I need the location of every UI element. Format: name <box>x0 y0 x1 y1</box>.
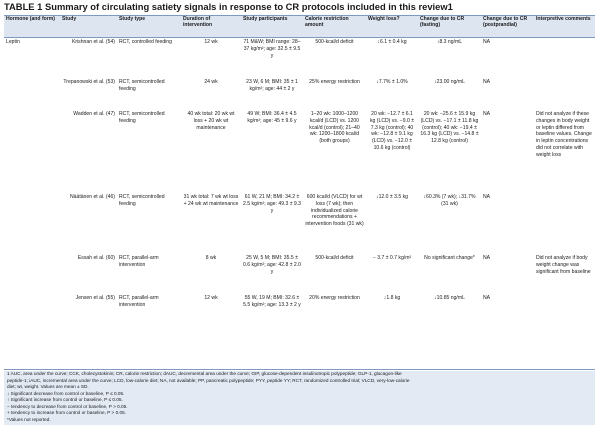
summary-table <box>4 15 595 325</box>
footnote-line: ↓ Significant decrease from control or baseline, P ≤ 0.05. <box>7 390 125 396</box>
footnote-line: + tendency to increase from control or baseline, P > 0.05. <box>7 410 126 415</box>
cell-comments <box>534 293 595 325</box>
table-row <box>4 109 595 192</box>
cell-hormone <box>4 109 60 192</box>
footnote-line: − tendency to decrease from control or baseline, P > 0.05. <box>7 403 128 409</box>
cell-participants: 71 M&W; BMI range: 28–37 kg/m²; age: 32.5 ± 9.5 y <box>243 39 301 59</box>
cell-change-postprandial: NA <box>483 255 491 261</box>
cell-comments: Did not analyze if these changes in body weight or leptin differed from baseline values. Change in leptin concentrations did not correlate with weight loss <box>536 111 592 158</box>
cell-comments <box>534 37 595 77</box>
cell-weight-loss: ↓6.1 ± 0.4 kg <box>377 39 407 45</box>
cell-study-type: RCT, semicontrolled feeding <box>119 79 165 92</box>
cell-study: Näätänen et al. (46) <box>69 194 115 200</box>
cell-cr-amount: 600 kcal/d (VLCD) for wt loss (7 wk); then individualized calorie recommendations + intervention foods (31 wk) <box>305 194 364 228</box>
cell-study: Krishnan et al. (54) <box>71 39 115 45</box>
cell-duration: 12 wk <box>204 295 218 301</box>
column-header: Change due to CR (fasting) <box>418 15 481 37</box>
cell-duration: 8 wk <box>205 255 217 261</box>
cell-weight-loss: ↓12.0 ± 3.5 kg <box>376 194 408 200</box>
cell-hormone <box>4 253 60 293</box>
cell-study-type: RCT, parallel-arm intervention <box>119 295 159 308</box>
column-header: Change due to CR (postprandial) <box>481 15 534 37</box>
cell-comments <box>534 77 595 109</box>
cell-comments <box>534 192 595 253</box>
cell-weight-loss: ↓1.8 kg <box>383 295 401 301</box>
cell-participants: 25 W, 5 M; BMI: 35.5 ± 0.6 kg/m²; age: 42.8 ± 2.0 y <box>243 255 302 275</box>
column-header: Study type <box>117 15 181 37</box>
footnote-line: 1 AUC, area under the curve; CCK, cholecystokinin; CR, calorie restriction; dAUC, decremental area under the curve; GIP, glucose-dependent insulinotropic polypeptide; GLP-1, glucagon-like <box>7 371 402 376</box>
cell-study: Trepanowski et al. (53) <box>63 79 115 85</box>
table-row <box>4 77 595 109</box>
cell-cr-amount: 500-kcal/d deficit <box>315 39 354 45</box>
cell-study: Jensen et al. (55) <box>75 295 115 301</box>
cell-participants: 61 W, 21 M; BMI: 34.2 ± 2.5 kg/m²; age: 49.3 ± 9.3 y <box>243 194 302 214</box>
table-header-row <box>4 15 595 37</box>
table-top-rule <box>4 15 595 16</box>
cell-change-fasting: 20 wk: −25.6 ± 15.9 kg (LCD) vs. −17.1 ± 11.8 kg (control); 40 wk: −19.4 ± 16.3 kg (LCD) vs. −14.8 ± 12.8 kg (control) <box>420 111 479 145</box>
cell-change-fasting: No significant change* <box>424 255 475 261</box>
column-header: Weight loss? <box>366 15 418 37</box>
footnote-line: peptide-1; iAUC, incremental area under the curve; LCD, low-calorie diet; NA, not available; PP, pancreatic polypeptide; PYY, peptide YY; RCT, randomized controlled trial; VLCD, very-low-calorie <box>7 377 410 383</box>
cell-duration: 40 wk total: 20 wk wt loss + 20 wk wt maintenance <box>187 111 235 131</box>
cell-change-fasting: ↓8.3 ng/mL <box>436 39 463 45</box>
cell-hormone: Leptin <box>6 39 20 45</box>
cell-duration: 31 wk total: 7 wk wt loss + 24 wk wt maintenance <box>183 194 239 207</box>
column-header: Calorie restriction amount <box>303 15 366 37</box>
cell-hormone <box>4 293 60 325</box>
cell-hormone <box>4 192 60 253</box>
cell-change-postprandial: NA <box>483 79 491 85</box>
table-row <box>4 293 595 325</box>
table-title: TABLE 1 Summary of circulating satiety signals in response to CR protocols included in this review1 <box>4 1 453 12</box>
cell-duration: 12 wk <box>204 39 218 45</box>
cell-cr-amount: 1–20 wk: 1000–1200 kcal/d (LCD) vs. 1200 kcal/d (control); 21–40 wk: 1200–1800 kcal/d (both groups) <box>309 111 360 145</box>
cell-change-fasting: ↓60.3% (7 wk); ↓31.7% (31 wk) <box>423 194 476 207</box>
footnotes <box>4 371 595 425</box>
column-header: Hormone (and form) <box>4 15 60 37</box>
cell-study-type: RCT, semicontrolled feeding <box>119 194 165 207</box>
column-header: Duration of intervention <box>181 15 241 37</box>
cell-weight-loss: ↓7.7% ± 1.0% <box>376 79 408 85</box>
footnote-line: *Values not reported. <box>7 416 51 422</box>
table-row <box>4 192 595 253</box>
cell-change-postprandial: NA <box>483 111 491 117</box>
cell-study-type: RCT, parallel-arm intervention <box>119 255 159 268</box>
cell-change-fasting: ↓10.85 ng/mL <box>434 295 465 301</box>
table-row <box>4 253 595 293</box>
column-header: Study participants <box>241 15 303 37</box>
cell-weight-loss: − 3.7 ± 0.7 kg/m² <box>372 255 412 261</box>
cell-change-fasting: ↓23.00 ng/mL <box>434 79 465 85</box>
cell-weight-loss: 20 wk: −12.7 ± 6.1 kg (LCD) vs. −9.0 ± 7.3 kg (control); 40 wk: −12.8 ± 9.1 kg (LCD) vs. −12.0 ± 10.6 kg (control) <box>370 111 414 151</box>
cell-study-type: RCT, controlled feeding <box>119 39 172 45</box>
cell-study-type: RCT, semicontrolled feeding <box>119 111 165 124</box>
cell-duration: 24 wk <box>204 79 218 85</box>
footnote-line: ↑ Significant increase from control or baseline, P ≤ 0.05. <box>7 397 123 402</box>
cell-change-postprandial: NA <box>483 194 491 200</box>
cell-change-postprandial: NA <box>483 295 491 301</box>
column-header: Interpretive comments <box>534 15 595 37</box>
cell-cr-amount: 25% energy restriction <box>309 79 360 85</box>
cell-hormone <box>4 77 60 109</box>
cell-change-postprandial: NA <box>483 39 491 45</box>
cell-study: Wadden et al. (47) <box>73 111 115 117</box>
table-row <box>4 37 595 77</box>
table-bottom-rule <box>4 369 595 370</box>
cell-participants: 55 W, 19 M; BMI: 32.6 ± 5.5 kg/m²; age: 13.3 ± 2 y <box>243 295 301 308</box>
cell-comments: Did not analyze if body weight change was significant from baseline <box>536 255 591 275</box>
cell-cr-amount: 500-kcal/d deficit <box>315 255 354 261</box>
footnote-line: diet; wt, weight. Values are mean ± SD. <box>7 384 89 389</box>
cell-cr-amount: 20% energy restriction <box>309 295 360 301</box>
column-header: Study <box>60 15 117 37</box>
cell-participants: 49 W; BMI: 36.4 ± 4.5 kg/m²; age: 45 ± 9.6 y <box>247 111 297 124</box>
cell-study: Essah et al. (60) <box>77 255 115 261</box>
header-bottom-rule <box>4 37 595 38</box>
cell-participants: 23 W, 6 M; BMI: 35 ± 1 kg/m²; age: 44 ± 2 y <box>246 79 298 92</box>
